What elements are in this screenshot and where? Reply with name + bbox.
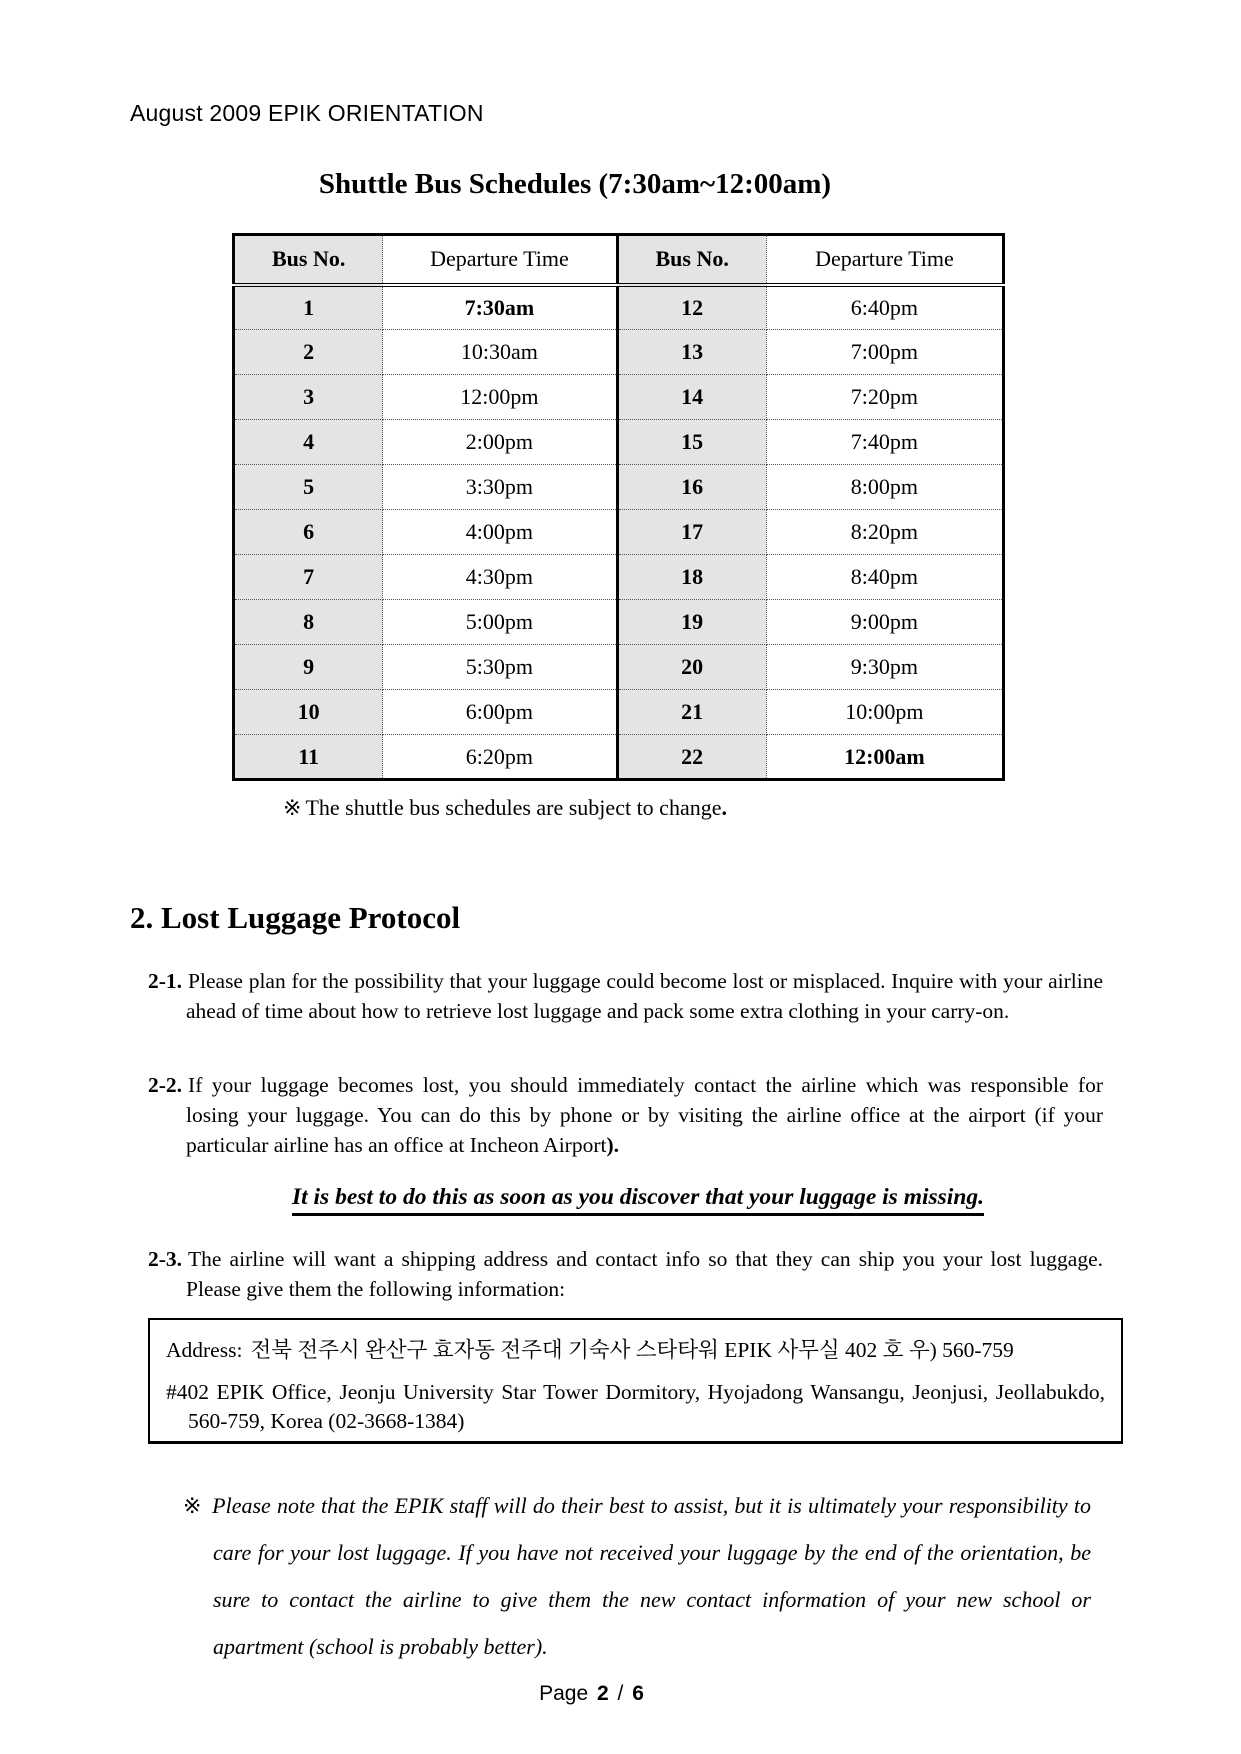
bus-no-cell: 14 — [617, 375, 766, 420]
reference-mark-icon: ※ — [283, 795, 302, 820]
table-row — [234, 600, 1004, 645]
shuttle-bus-schedule-table — [232, 233, 1005, 781]
schedule-change-note-period: . — [721, 795, 727, 820]
table-row — [234, 375, 1004, 420]
bus-no-cell: 3 — [234, 375, 383, 420]
epik-staff-disclaimer-text: Please note that the EPIK staff will do their best to assist, but it is ultimately your responsibility to care for your lost luggage. If you have not received your luggage by the end of the orientation, be sure to contact the airline to give them the new contact information of your new school or apartment (school is probably better). — [212, 1493, 1091, 1659]
bus-no-cell: 22 — [617, 735, 766, 780]
document-header: August 2009 EPIK ORIENTATION — [130, 100, 484, 126]
section-heading-lost-luggage: 2. Lost Luggage Protocol — [130, 900, 461, 935]
bus-no-cell: 13 — [617, 330, 766, 375]
bus-no-cell: 5 — [234, 465, 383, 510]
time-cell: 12:00am — [844, 743, 925, 769]
bus-no-cell: 11 — [234, 735, 383, 780]
bus-no-cell: 16 — [617, 465, 766, 510]
time-cell: 4:30pm — [383, 555, 617, 600]
column-header-departure-time: Departure Time — [383, 235, 617, 285]
time-cell: 7:30am — [383, 285, 617, 330]
address-korean-text: 전북 전주시 완산구 효자동 전주대 기숙사 스타타워 EPIK 사무실 402 호 우) 560-759 — [250, 1338, 1014, 1362]
time-cell: 2:00pm — [383, 420, 617, 465]
paragraph-label: 2-2. — [148, 1073, 183, 1097]
table-row — [234, 510, 1004, 555]
address-english-line: #402 EPIK Office, Jeonju University Star Tower Dormitory, Hyojadong Wansangu, Jeonjusi, Jeollabukdo, 560-759, Korea (02-3668-1384) — [166, 1380, 1105, 1433]
emphasis-statement — [183, 1184, 1093, 1216]
time-cell: 7:20pm — [766, 375, 1003, 420]
time-cell: 6:40pm — [766, 285, 1003, 330]
paragraph-2-3 — [148, 1244, 1103, 1304]
page-footer-total: 6 — [632, 1682, 644, 1705]
table-row — [234, 735, 1004, 780]
bus-no-cell: 4 — [234, 420, 383, 465]
paragraph-label: 2-3. — [148, 1247, 183, 1271]
column-header-departure-time: Departure Time — [766, 235, 1003, 285]
time-cell: 9:30pm — [766, 645, 1003, 690]
time-cell: 10:30am — [383, 330, 617, 375]
bus-no-cell: 17 — [617, 510, 766, 555]
column-header-bus-no: Bus No. — [234, 235, 383, 285]
bus-no-cell: 19 — [617, 600, 766, 645]
page-number-footer — [0, 1682, 1180, 1706]
address-label: Address: — [166, 1338, 243, 1362]
time-cell: 5:30pm — [383, 645, 617, 690]
schedule-change-note — [283, 795, 727, 821]
time-cell: 8:00pm — [766, 465, 1003, 510]
table-row — [234, 690, 1004, 735]
bus-no-cell: 18 — [617, 555, 766, 600]
time-cell: 8:40pm — [766, 555, 1003, 600]
column-header-bus-no: Bus No. — [617, 235, 766, 285]
table-row — [234, 420, 1004, 465]
paragraph-bold-suffix: ). — [606, 1133, 620, 1157]
bus-no-cell: 21 — [617, 690, 766, 735]
bus-no-cell: 8 — [234, 600, 383, 645]
bus-no-cell: 1 — [234, 285, 383, 330]
time-cell: 10:00pm — [766, 690, 1003, 735]
bus-no-cell: 7 — [234, 555, 383, 600]
table-row — [234, 465, 1004, 510]
table-header-row — [234, 235, 1004, 285]
shipping-address-box — [148, 1318, 1123, 1444]
bus-no-cell: 6 — [234, 510, 383, 555]
reference-mark-icon: ※ — [183, 1493, 203, 1518]
time-cell: 9:00pm — [766, 600, 1003, 645]
time-cell: 5:00pm — [383, 600, 617, 645]
time-cell: 12:00pm — [383, 375, 617, 420]
time-cell: 4:00pm — [383, 510, 617, 555]
emphasis-statement-text: It is best to do this as soon as you discover that your luggage is missing. — [292, 1184, 984, 1216]
bus-no-cell: 2 — [234, 330, 383, 375]
paragraph-2-1 — [148, 966, 1103, 1026]
page-footer-separator: / — [617, 1682, 624, 1705]
table-row — [234, 330, 1004, 375]
address-korean-line — [166, 1333, 1105, 1364]
paragraph-text: If your luggage becomes lost, you should immediately contact the airline which was responsible for losing your luggage. You can do this by phone or by visiting the airline office at the airport (if your particular airline has an office at Incheon Airport — [186, 1073, 1103, 1157]
bus-no-cell: 9 — [234, 645, 383, 690]
paragraph-2-2 — [148, 1070, 1103, 1160]
time-cell: 7:00pm — [766, 330, 1003, 375]
time-cell: 3:30pm — [383, 465, 617, 510]
time-cell: 8:20pm — [766, 510, 1003, 555]
time-cell: 6:20pm — [383, 735, 617, 780]
paragraph-text: The airline will want a shipping address and contact info so that they can ship you your lost luggage. Please give them the following information: — [186, 1247, 1103, 1301]
schedule-change-note-text: The shuttle bus schedules are subject to change — [305, 795, 722, 820]
time-cell: 6:00pm — [383, 690, 617, 735]
bus-no-cell: 15 — [617, 420, 766, 465]
paragraph-text: Please plan for the possibility that your luggage could become lost or misplaced. Inquire with your airline ahead of time about how to retrieve lost luggage and pack some extra clothing in your carry-on. — [186, 969, 1103, 1023]
table-row — [234, 645, 1004, 690]
bus-no-cell: 10 — [234, 690, 383, 735]
paragraph-label: 2-1. — [148, 969, 183, 993]
table-row — [234, 555, 1004, 600]
time-cell: 7:40pm — [766, 420, 1003, 465]
schedule-title: Shuttle Bus Schedules (7:30am~12:00am) — [318, 168, 832, 200]
page-footer-prefix: Page — [539, 1682, 589, 1705]
page-footer-current: 2 — [596, 1682, 609, 1705]
bus-no-cell: 12 — [617, 285, 766, 330]
epik-staff-disclaimer — [183, 1482, 1091, 1670]
table-row — [234, 285, 1004, 330]
bus-no-cell: 20 — [617, 645, 766, 690]
